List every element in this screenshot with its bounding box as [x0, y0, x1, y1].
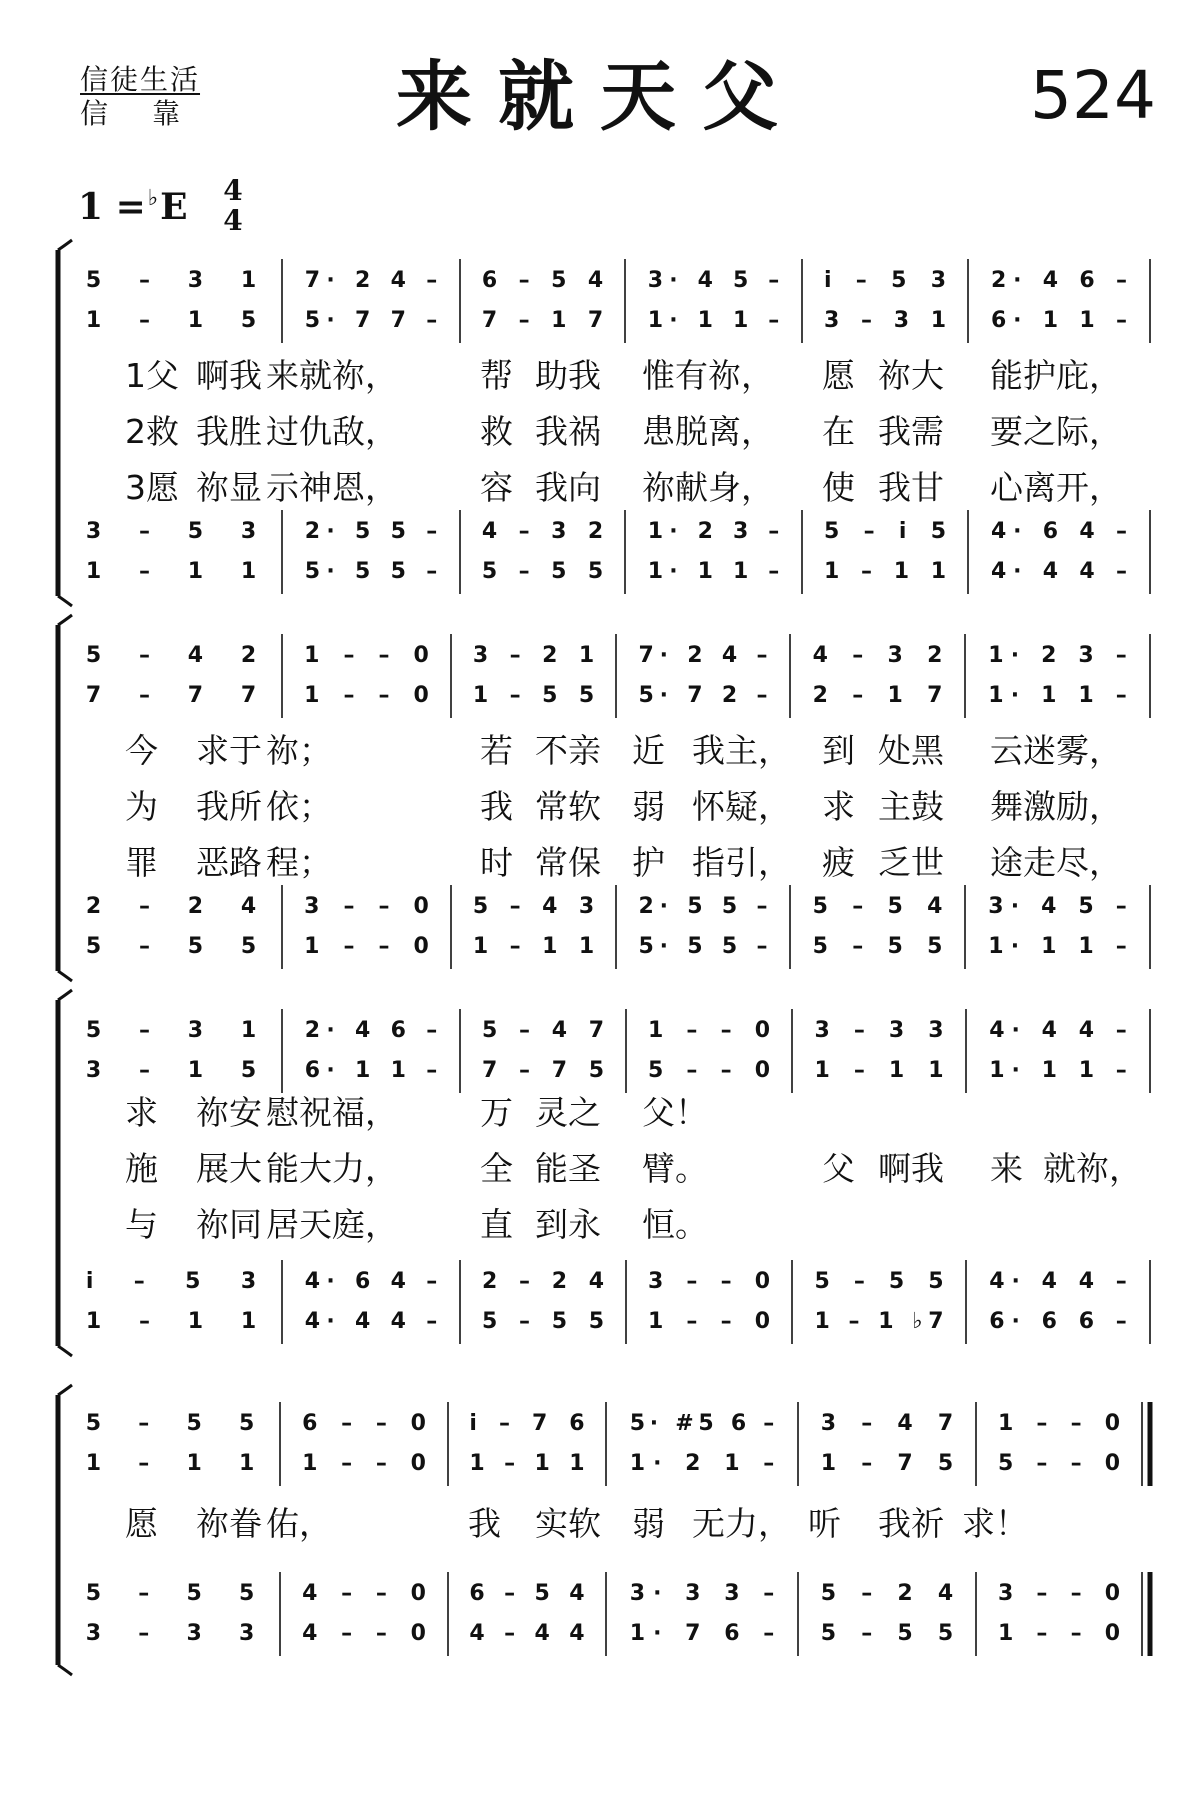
- measure-notes: 2 – 1 7: [812, 683, 943, 708]
- measure-notes: 5 – 4 3: [472, 894, 595, 919]
- subcategory-label: 信靠: [80, 97, 225, 130]
- lyric-word: 实软: [535, 1504, 601, 1543]
- measure-notes: 5 – 2 4: [820, 1581, 954, 1606]
- lyric-word: 展大: [196, 1149, 262, 1188]
- lyric-word: 居天庭，: [266, 1205, 398, 1244]
- lyric-word: 来: [990, 1149, 1023, 1188]
- measure-notes: 4 – 4 4: [469, 1621, 585, 1646]
- lyric-word: 愿: [125, 1504, 158, 1543]
- lyric-word: 求于: [196, 731, 262, 770]
- lyric-word: 心离开，: [990, 468, 1122, 507]
- measure-notes: 4· 6 4 –: [991, 519, 1127, 544]
- hymn-number: 524: [1030, 57, 1156, 134]
- lyric-word: 依；: [266, 787, 332, 826]
- measure-notes: 5· 7 2 –: [638, 683, 768, 708]
- lyric-word: 父: [822, 1149, 855, 1188]
- lyric-word: 疲: [822, 843, 855, 882]
- lyric-word: 弱: [632, 1504, 665, 1543]
- lyric-word: 到永: [535, 1205, 601, 1244]
- measure-notes: 1 – – 0: [304, 934, 429, 959]
- measure-notes: 4 – – 0: [302, 1621, 426, 1646]
- brace-hook-top: [58, 240, 72, 250]
- measure-notes: 1 – – 0: [647, 1018, 771, 1043]
- lyric-word: 求: [125, 1093, 158, 1132]
- measure-notes: 5 – 5 5: [812, 934, 943, 959]
- measure-notes: 1· 1 1 –: [647, 308, 780, 333]
- lyric-word: 求: [822, 787, 855, 826]
- lyric-word: 主鼓: [878, 787, 944, 826]
- lyric-word: 患脱离，: [642, 412, 774, 451]
- measure-notes: 2· 5 5 –: [638, 894, 768, 919]
- lyric-word: 使: [822, 468, 855, 507]
- measure-notes: 1 – 1 1: [814, 1058, 944, 1083]
- measure-notes: 5 – 5 5: [85, 1411, 255, 1436]
- measure-notes: 4 – 3 2: [812, 643, 943, 668]
- measure-notes: 1 – 1 1: [85, 1451, 255, 1476]
- measure-notes: 3· 4 5 –: [988, 894, 1127, 919]
- measure-notes: 4 – 3 2: [481, 519, 604, 544]
- key-prefix: 1 =: [78, 186, 146, 228]
- measure-notes: 1 – 1 1: [85, 1309, 257, 1334]
- measure-notes: 5 – 5 5: [85, 934, 257, 959]
- lyric-word: 父！: [642, 1093, 708, 1132]
- lyric-word: 能护庇，: [990, 356, 1122, 395]
- lyric-word: 我: [480, 787, 513, 826]
- measure-notes: 5· 7 7 –: [304, 308, 438, 333]
- lyric-word: 我祸: [535, 412, 601, 451]
- measure-notes: 1 – 1 1: [85, 559, 257, 584]
- measure-notes: 3 – – 0: [997, 1581, 1121, 1606]
- lyric-word: 我祈: [878, 1504, 944, 1543]
- lyric-word: 灵之: [535, 1093, 601, 1132]
- measure-notes: 2· 5 5 –: [304, 519, 438, 544]
- measure-notes: 2· 4 6 –: [991, 268, 1127, 293]
- lyric-word: 弱: [632, 787, 665, 826]
- measure-notes: 3· 3 3 –: [629, 1581, 775, 1606]
- lyric-word: 我: [468, 1504, 501, 1543]
- measure-notes: i – 7 6: [469, 1411, 585, 1436]
- measure-notes: 5 – 3 1: [85, 268, 257, 293]
- measure-notes: 1· 2 1 –: [629, 1451, 775, 1476]
- measure-notes: 1 – – 0: [647, 1309, 771, 1334]
- lyric-word: 万: [480, 1093, 513, 1132]
- measure-notes: 4· 4 4 –: [989, 1269, 1127, 1294]
- measure-notes: 7· 2 4 –: [638, 643, 768, 668]
- measure-notes: 1· 1 1 –: [989, 1058, 1127, 1083]
- lyric-word: 要之际，: [990, 412, 1122, 451]
- measure-notes: 6· 1 1 –: [991, 308, 1127, 333]
- lyric-word: 1父: [125, 356, 179, 395]
- lyric-word: 能大力，: [266, 1149, 398, 1188]
- measure-notes: 5 – 5 5: [814, 1269, 944, 1294]
- measure-notes: 2 – 2 4: [85, 894, 257, 919]
- measure-notes: 4· 4 4 –: [991, 559, 1127, 584]
- measure-notes: 3 – 3 3: [85, 1621, 255, 1646]
- measure-notes: 1 – 1 1: [469, 1451, 585, 1476]
- lyric-word: 我向: [535, 468, 601, 507]
- brace-hook-bottom: [58, 596, 72, 606]
- category-label: 信徒生活: [80, 63, 201, 96]
- measure-notes: 1 – 1 5: [85, 308, 257, 333]
- lyric-word: 助我: [535, 356, 601, 395]
- measure-notes: 4· 4 4 –: [989, 1018, 1127, 1043]
- brace-hook-bottom: [58, 1665, 72, 1675]
- measure-notes: 4· 6 4 –: [304, 1269, 438, 1294]
- lyric-word: 帮: [480, 356, 513, 395]
- lyric-word: 听: [808, 1504, 841, 1543]
- lyric-word: 云迷雾，: [990, 731, 1122, 770]
- brace-hook-top: [58, 615, 72, 625]
- measure-notes: 1· 1 1 –: [988, 683, 1127, 708]
- lyric-word: 罪: [125, 843, 158, 882]
- measure-notes: 3 – 3 3: [814, 1018, 944, 1043]
- lyric-word: 啊我: [196, 356, 262, 395]
- lyric-word: 容: [480, 468, 513, 507]
- lyric-word: 今: [125, 731, 158, 770]
- measure-notes: 1 – 1 ♭7: [814, 1309, 944, 1334]
- lyric-word: 求！: [962, 1504, 1028, 1543]
- measure-notes: 1· 7 6 –: [629, 1621, 775, 1646]
- lyric-word: 怀疑，: [692, 787, 791, 826]
- key-letter: E: [160, 186, 188, 228]
- measure-notes: 6· 1 1 –: [304, 1058, 438, 1083]
- measure-notes: 5· 5 5 –: [638, 934, 768, 959]
- measure-notes: 3· 4 5 –: [647, 268, 780, 293]
- lyric-word: 时: [480, 843, 513, 882]
- measure-notes: 1 – – 0: [302, 1451, 426, 1476]
- lyric-word: 救: [480, 412, 513, 451]
- measure-notes: 1· 1 1 –: [647, 559, 780, 584]
- flat-sign: ♭: [147, 185, 159, 211]
- lyric-word: 我主，: [692, 731, 791, 770]
- measure-notes: i – 5 3: [823, 268, 947, 293]
- lyric-word: 啊我: [878, 1149, 944, 1188]
- lyric-word: 祢眷: [196, 1504, 262, 1543]
- lyric-word: 常软: [535, 787, 601, 826]
- lyric-word: 恒。: [642, 1205, 708, 1244]
- measure-notes: i – 5 3: [85, 1269, 257, 1294]
- measure-notes: 1 – 5 5: [472, 683, 595, 708]
- measure-notes: 1 – – 0: [997, 1411, 1121, 1436]
- lyric-word: 在: [822, 412, 855, 451]
- lyric-word: 惟有祢，: [642, 356, 774, 395]
- lyric-word: 施: [125, 1149, 158, 1188]
- measure-notes: 5 – 5 5: [481, 559, 604, 584]
- measure-notes: 6· 6 6 –: [989, 1309, 1127, 1334]
- measure-notes: 3 – 3 1: [823, 308, 947, 333]
- lyric-word: 程；: [266, 843, 332, 882]
- lyric-word: 为: [125, 787, 158, 826]
- measure-notes: 7· 2 4 –: [304, 268, 438, 293]
- measure-notes: 1· 1 1 –: [988, 934, 1127, 959]
- brace-hook-top: [58, 1385, 72, 1395]
- lyric-word: 愿: [822, 356, 855, 395]
- measure-notes: 7 – 7 7: [85, 683, 257, 708]
- lyric-word: 祢安: [196, 1093, 262, 1132]
- lyric-word: 我胜: [196, 412, 262, 451]
- measure-notes: 3 – 2 1: [472, 643, 595, 668]
- measure-notes: 5 – – 0: [997, 1451, 1121, 1476]
- lyric-word: 全: [480, 1149, 513, 1188]
- lyric-word: 近: [632, 731, 665, 770]
- lyric-word: 慰祝福，: [266, 1093, 398, 1132]
- lyric-word: 佑，: [266, 1504, 332, 1543]
- lyric-word: 祢大: [878, 356, 944, 395]
- lyric-word: 就祢，: [1043, 1149, 1142, 1188]
- meter-top: 4: [223, 174, 243, 207]
- measure-notes: 2 – 2 4: [481, 1269, 605, 1294]
- measure-notes: 3 – 1 5: [85, 1058, 257, 1083]
- hymn-title: 来就天父: [396, 52, 804, 141]
- brace-hook-top: [58, 990, 72, 1000]
- measure-notes: 1 – 7 5: [820, 1451, 954, 1476]
- measure-notes: 6 – 5 4: [481, 268, 604, 293]
- measure-notes: 1 – – 0: [304, 643, 429, 668]
- lyric-word: 臂。: [642, 1149, 708, 1188]
- lyric-word: 我甘: [878, 468, 944, 507]
- measure-notes: 3 – – 0: [304, 894, 429, 919]
- measure-notes: 2· 4 6 –: [304, 1018, 438, 1043]
- measure-notes: 1· 2 3 –: [988, 643, 1127, 668]
- measure-notes: 5 – 4 7: [481, 1018, 605, 1043]
- lyric-word: 示神恩，: [266, 468, 398, 507]
- measure-notes: 5 – 3 1: [85, 1018, 257, 1043]
- meter-bottom: 4: [223, 204, 243, 237]
- measure-notes: 1· 2 3 –: [647, 519, 780, 544]
- lyric-word: 祢显: [196, 468, 262, 507]
- measure-notes: 7 – 1 7: [481, 308, 604, 333]
- measure-notes: 5 – i 5: [823, 519, 947, 544]
- lyric-word: 祢献身，: [642, 468, 774, 507]
- measure-notes: 4 – – 0: [302, 1581, 426, 1606]
- measure-notes: 3 – 5 3: [85, 519, 257, 544]
- lyric-word: 3愿: [125, 468, 179, 507]
- brace-hook-bottom: [58, 971, 72, 981]
- measure-notes: 5· 5 5 –: [304, 559, 438, 584]
- measure-notes: 3 – – 0: [647, 1269, 771, 1294]
- lyric-word: 2救: [125, 412, 179, 451]
- lyric-word: 直: [480, 1205, 513, 1244]
- lyric-word: 不亲: [535, 731, 601, 770]
- lyric-word: 祢同: [196, 1205, 262, 1244]
- lyric-word: 过仇敌，: [266, 412, 398, 451]
- lyric-word: 无力，: [692, 1504, 791, 1543]
- measure-notes: 5 – 5 5: [85, 1581, 255, 1606]
- lyric-word: 恶路: [196, 843, 262, 882]
- measure-notes: 1 – 1 1: [472, 934, 595, 959]
- measure-notes: 5 – 5 5: [481, 1309, 605, 1334]
- lyric-word: 我所: [196, 787, 262, 826]
- measure-notes: 4· 4 4 –: [304, 1309, 438, 1334]
- measure-notes: 6 – 5 4: [469, 1581, 585, 1606]
- measure-notes: 5 – 5 5: [820, 1621, 954, 1646]
- brace-hook-bottom: [58, 1346, 72, 1356]
- measure-notes: 5 – 4 2: [85, 643, 257, 668]
- measure-notes: 1 – 1 1: [823, 559, 947, 584]
- measure-notes: 5 – 5 4: [812, 894, 943, 919]
- measure-notes: 3 – 4 7: [820, 1411, 954, 1436]
- lyric-word: 指引，: [692, 843, 791, 882]
- measure-notes: 5 – – 0: [647, 1058, 771, 1083]
- lyric-word: 祢；: [266, 731, 332, 770]
- lyric-word: 能圣: [535, 1149, 601, 1188]
- lyric-word: 常保: [535, 843, 601, 882]
- lyric-word: 我需: [878, 412, 944, 451]
- lyric-word: 舞激励，: [990, 787, 1122, 826]
- lyric-word: 护: [632, 843, 665, 882]
- measure-notes: 5· #5 6 –: [629, 1411, 775, 1436]
- lyric-word: 到: [822, 731, 855, 770]
- measure-notes: 1 – – 0: [997, 1621, 1121, 1646]
- lyric-word: 途走尽，: [990, 843, 1122, 882]
- measure-notes: 7 – 7 5: [481, 1058, 605, 1083]
- lyric-word: 与: [125, 1205, 158, 1244]
- measure-notes: 1 – – 0: [304, 683, 429, 708]
- lyric-word: 处黑: [878, 731, 944, 770]
- lyric-word: 乏世: [878, 843, 944, 882]
- lyric-word: 来就祢，: [266, 356, 398, 395]
- measure-notes: 6 – – 0: [302, 1411, 426, 1436]
- lyric-word: 若: [480, 731, 513, 770]
